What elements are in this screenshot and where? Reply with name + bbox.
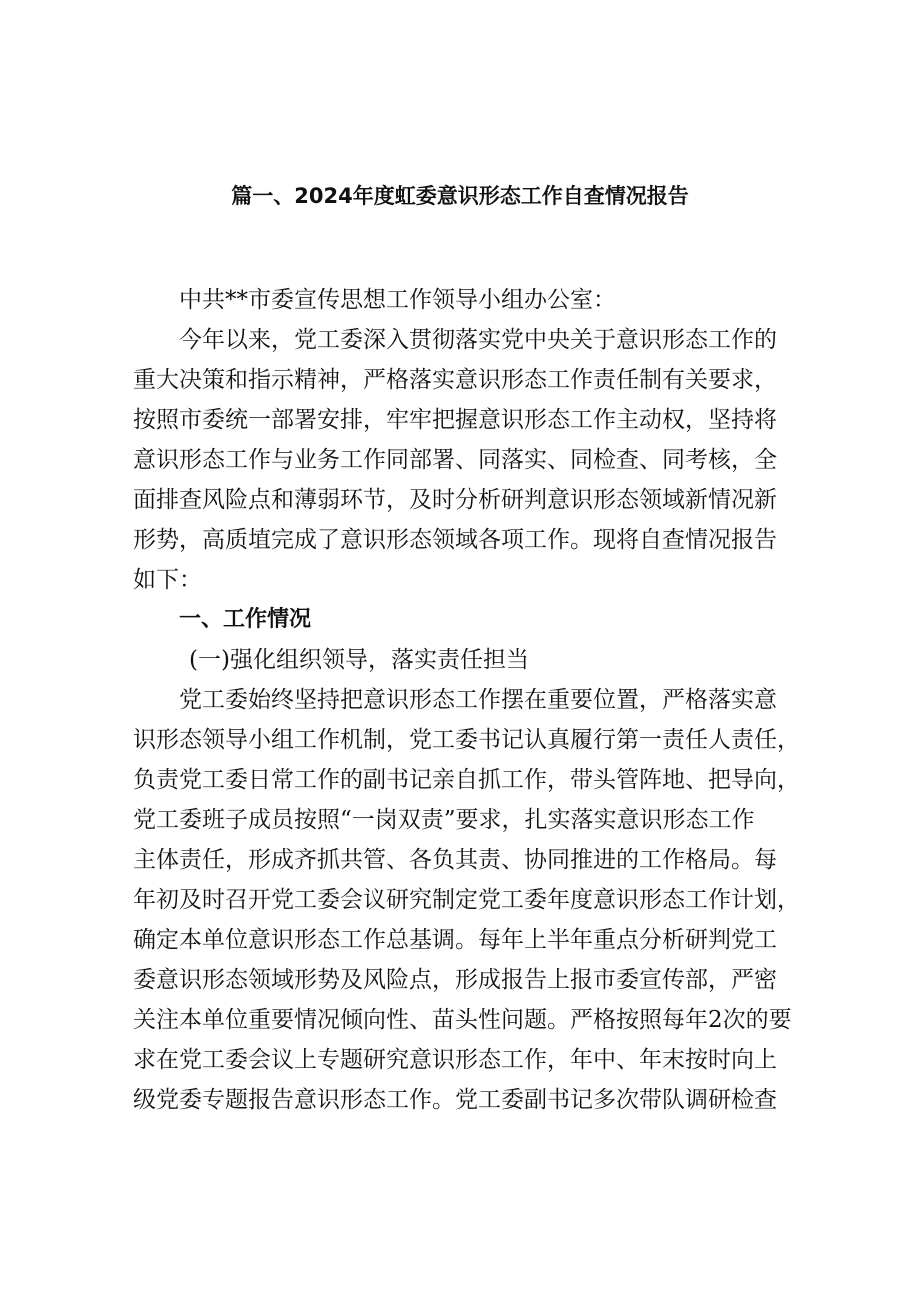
section-line: 党工委班子成员按照“一岗双责”要求，扎实落实意识形态工作 [133,807,755,833]
intro-line: 按照市委统一部署安排，牢牢把握意识形态工作主动权，坚持将 [133,407,777,433]
intro-line: 如下： [133,567,202,593]
section-heading: 一、工作情况 [179,607,312,632]
document-body [133,280,800,1120]
section-line: 负责党工委日常工作的副书记亲自抓工作，带头管阵地、把导向， [133,767,800,793]
section-line: 党工委始终坚持把意识形态工作摆在重要位置，严格落实意 [179,687,777,713]
section-line: 年初及时召开党工委会议研究制定党工委年度意识形态工作计划， [133,887,800,913]
section-line: 求在党工委会议上专题研究意识形态工作，年中、年末按时向上 [133,1047,777,1073]
intro-line: 重大决策和指示精神，严格落实意识形态工作责任制有关要求， [133,367,777,393]
intro-line: 面排查风险点和薄弱环节，及时分析研判意识形态领域新情况新 [133,487,777,513]
section-line: 确定本单位意识形态工作总基调。每年上半年重点分析研判党工 [133,927,777,953]
section-line: 主体责任，形成齐抓共管、各负其责、协同推进的工作格局。每 [133,847,777,873]
document-title: 篇一、2024年度虹委意识形态工作自查情况报告 [231,184,689,208]
subsection-heading: (一)强化组织领导，落实责任担当 [189,647,529,673]
section-line: 委意识形态领域形势及风险点，形成报告上报市委宣传部，严密 [133,967,777,993]
section-line: 关注本单位重要情况倾向性、苗头性问题。严格按照每年2次的要 [133,1007,792,1033]
section-line: 级党委专题报告意识形态工作。党工委副书记多次带队调研检查 [133,1087,777,1113]
intro-line: 形势，高质埴完成了意识形态领域各项工作。现将自查情况报告 [133,527,777,553]
intro-line: 今年以来，党工委深入贯彻落实党中央关于意识形态工作的 [179,327,777,353]
section-line: 识形态领导小组工作机制，党工委书记认真履行第一责任人责任， [133,727,800,753]
intro-line: 意识形态工作与业务工作同部署、同落实、同检查、同考核，全 [133,447,777,473]
salutation: 中共**市委宣传思想工作领导小组办公室： [179,287,616,313]
